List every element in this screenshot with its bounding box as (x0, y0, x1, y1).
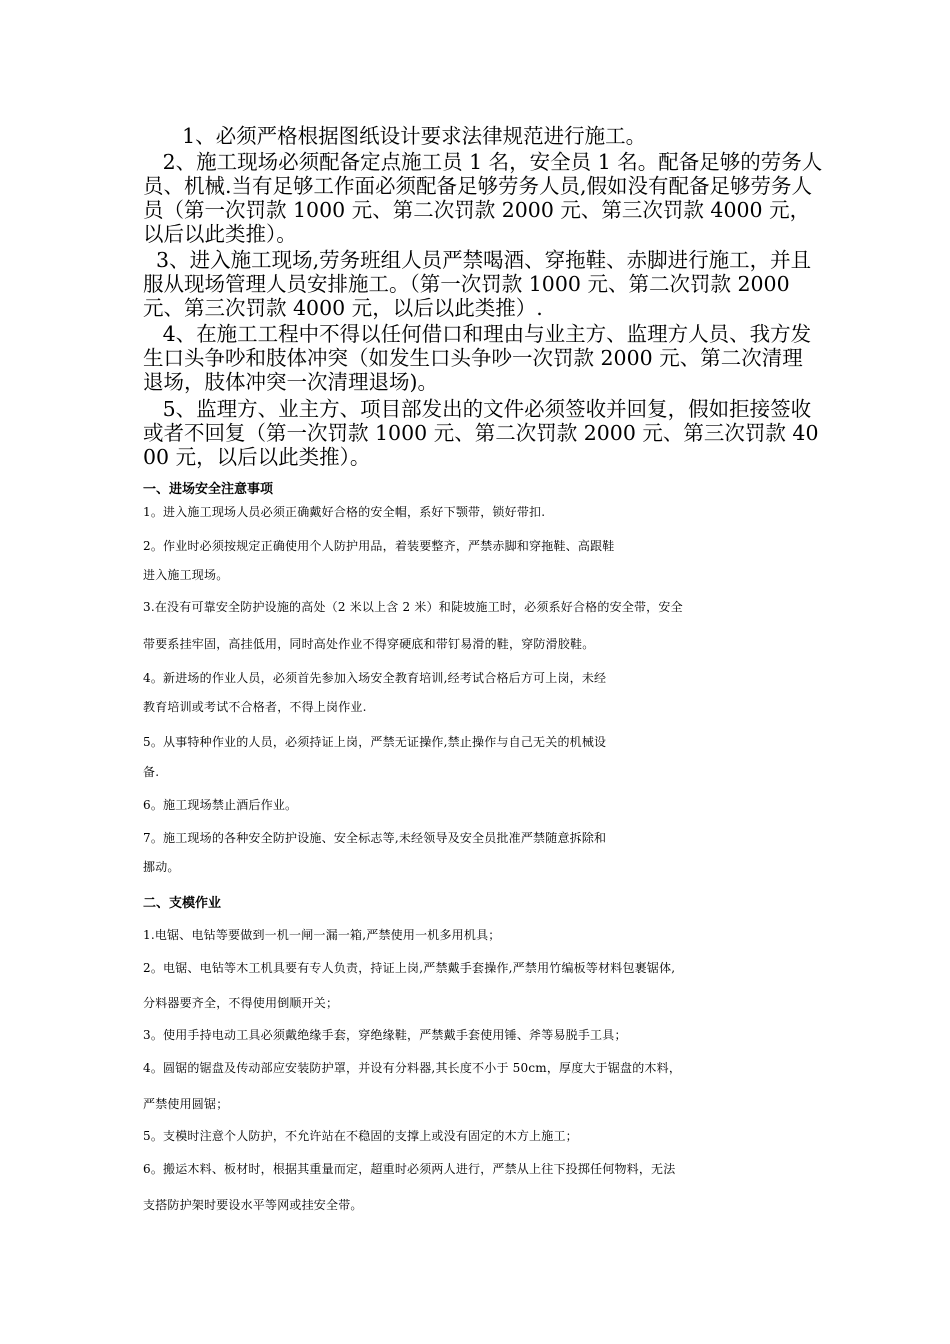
section-1-line: 备. (143, 765, 160, 779)
rule-5: 5、监理方、业主方、项目部发出的文件必须签收并回复，假如拒接签收或者不回复（第一次罚款 1000 元、第二次罚款 2000 元、第三次罚款 4000 元，以后以此类推）。 (143, 397, 819, 469)
rule-3: 3、进入施工现场,劳务班组人员严禁喝酒、穿拖鞋、赤脚进行施工，并且服从现场管理人员安排施工。（第一次罚款 1000 元、第二次罚款 2000 元、第三次罚款 4000 元，以后以此类推）. (143, 248, 812, 320)
section-1-line: 6。施工现场禁止酒后作业。 (143, 798, 298, 812)
section-2-line: 2。电锯、电钻等木工机具要有专人负责，持证上岗,严禁戴手套操作,严禁用竹编板等材料包裹锯体, (143, 961, 676, 975)
section-2-line: 5。支模时注意个人防护，不允许站在不稳固的支撑上或没有固定的木方上施工； (143, 1129, 578, 1143)
rule-2: 2、施工现场必须配备定点施工员 1 名，安全员 1 名。配备足够的劳务人员、机械.当有足够工作面必须配备足够劳务人员,假如没有配备足够劳务人员（第一次罚款 1000 元、第二次罚款 2000 元、第三次罚款 4000 元，以后以此类推）。 (143, 150, 823, 246)
section-1-line: 3.在没有可靠安全防护设施的高处（2 米以上含 2 米）和陡坡施工时，必须系好合格的安全带，安全 (143, 600, 683, 614)
section-1-line: 5。从事特种作业的人员，必须持证上岗，严禁无证操作,禁止操作与自己无关的机械设 (143, 735, 607, 749)
section-2-line: 4。圆锯的锯盘及传动部应安装防护罩，并设有分料器,其长度不小于 50cm，厚度大于锯盘的木料， (143, 1061, 682, 1075)
section-1-line: 1。进入施工现场人员必须正确戴好合格的安全帽，系好下颚带，锁好带扣. (143, 505, 546, 519)
section-1-line: 进入施工现场。 (143, 568, 229, 582)
section-2-line: 3。使用手持电动工具必须戴绝缘手套，穿绝缘鞋，严禁戴手套使用锤、斧等易脱手工具； (143, 1028, 627, 1042)
section-1-line: 2。作业时必须按规定正确使用个人防护用品，着装要整齐，严禁赤脚和穿拖鞋、高跟鞋 (143, 539, 615, 553)
section-1-heading: 一、进场安全注意事项 (143, 482, 274, 497)
rule-4: 4、在施工工程中不得以任何借口和理由与业主方、监理方人员、我方发生口头争吵和肢体冲突（如发生口头争吵一次罚款 2000 元、第二次清理退场，肢体冲突一次清理退场)。 (143, 322, 812, 394)
section-2-line: 6。搬运木料、板材时，根据其重量而定，超重时必须两人进行，严禁从上往下投掷任何物料，无法 (143, 1162, 676, 1176)
section-1-line: 7。施工现场的各种安全防护设施、安全标志等,未经领导及安全员批准严禁随意拆除和 (143, 831, 607, 845)
rule-1: 1、必须严格根据图纸设计要求法律规范进行施工。 (143, 124, 647, 148)
section-1-line: 挪动。 (143, 860, 180, 874)
section-1-line: 教育培训或考试不合格者，不得上岗作业. (143, 700, 367, 714)
section-1-line: 4。新进场的作业人员，必须首先参加入场安全教育培训,经考试合格后方可上岗，未经 (143, 671, 607, 685)
section-2-line: 1.电锯、电钻等要做到一机一闸一漏一箱,严禁使用一机多用机具； (143, 928, 501, 942)
section-2-heading: 二、支模作业 (143, 896, 222, 911)
section-1-line: 带要系挂牢固，高挂低用，同时高处作业不得穿硬底和带钉易滑的鞋，穿防滑胶鞋。 (143, 637, 595, 651)
section-2-line: 支搭防护架时要设水平等网或挂安全带。 (143, 1198, 363, 1212)
section-2-line: 分料器要齐全，不得使用倒顺开关； (143, 996, 339, 1010)
section-2-line: 严禁使用圆锯； (143, 1097, 229, 1111)
